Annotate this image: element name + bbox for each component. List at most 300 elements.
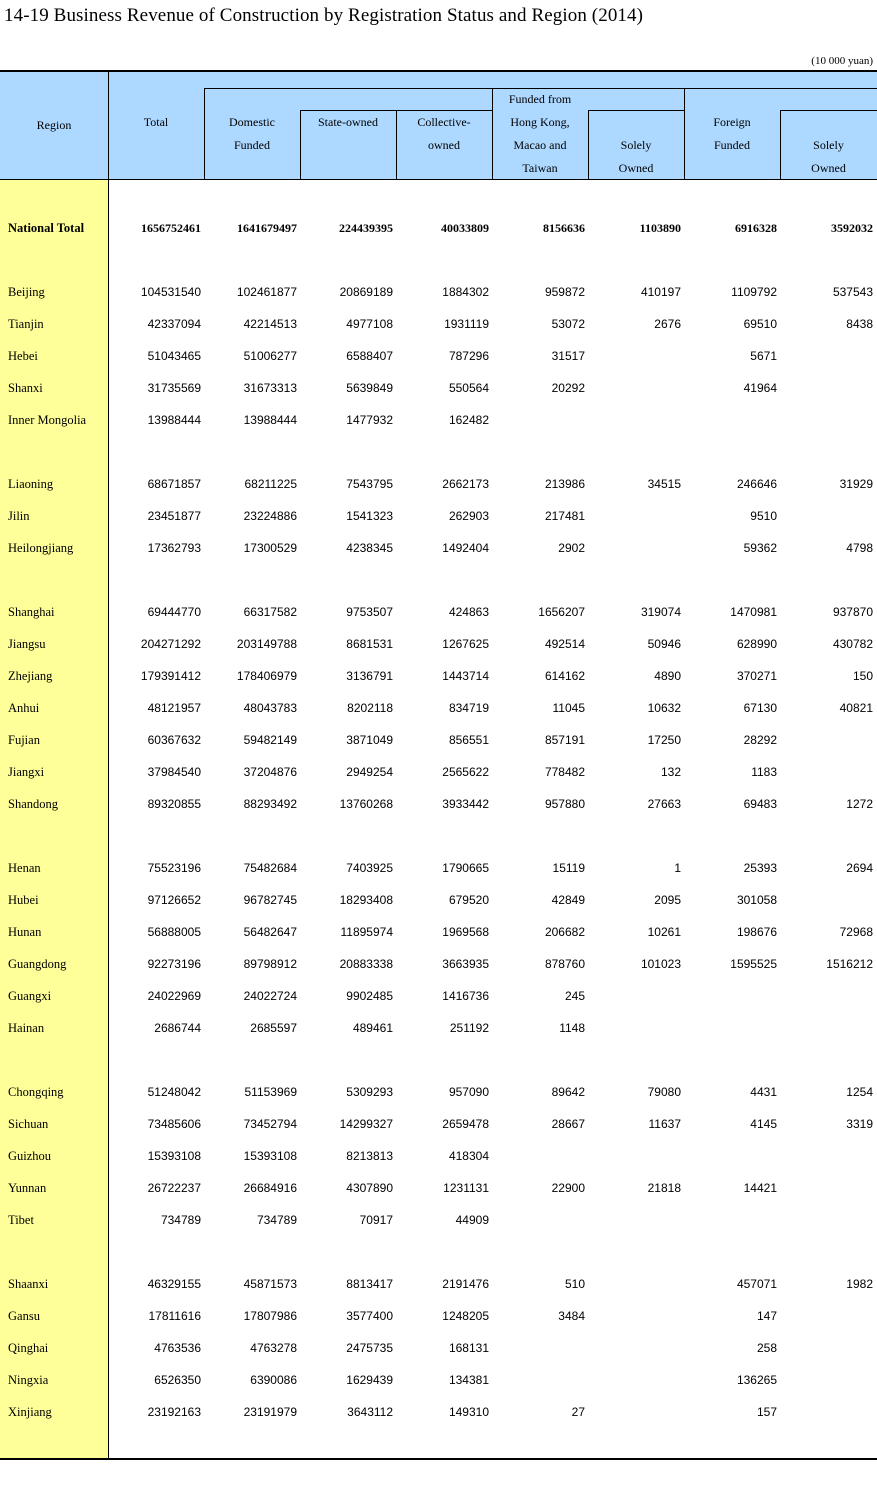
cell-foreign-solely: 72968 bbox=[839, 925, 873, 939]
cell-domestic: 23191979 bbox=[243, 1405, 297, 1419]
cell-hmt-solely: 17250 bbox=[647, 733, 681, 747]
region-name: Jiangxi bbox=[8, 765, 45, 779]
header-line: Funded bbox=[234, 138, 270, 152]
cell-total: 31735569 bbox=[147, 381, 201, 395]
cell-foreign: 1595525 bbox=[730, 957, 777, 971]
cell-collective: 1884302 bbox=[442, 285, 489, 299]
cell-hmt: 492514 bbox=[544, 637, 585, 651]
region-name: Inner Mongolia bbox=[8, 413, 87, 427]
cell-hmt-solely: 2676 bbox=[654, 317, 681, 331]
table-row bbox=[0, 537, 877, 559]
region-name: Jiangsu bbox=[8, 637, 46, 651]
cell-state: 2949254 bbox=[346, 765, 393, 779]
cell-collective: 3933442 bbox=[442, 797, 489, 811]
region-name: Guangdong bbox=[8, 957, 67, 971]
cell-foreign: 4431 bbox=[750, 1085, 777, 1099]
cell-foreign: 370271 bbox=[736, 669, 777, 683]
cell-state: 20883338 bbox=[339, 957, 393, 971]
table-row bbox=[0, 1305, 877, 1327]
cell-domestic: 4763278 bbox=[250, 1341, 297, 1355]
cell-collective: 44909 bbox=[455, 1213, 489, 1227]
cell-total: 6526350 bbox=[154, 1373, 201, 1387]
region-name: Liaoning bbox=[8, 477, 54, 491]
cell-total: 37984540 bbox=[147, 765, 201, 779]
cell-hmt: 778482 bbox=[544, 765, 585, 779]
cell-foreign: 628990 bbox=[736, 637, 777, 651]
table-row bbox=[0, 1401, 877, 1423]
cell-foreign-solely: 1516212 bbox=[826, 957, 873, 971]
table-row bbox=[0, 281, 877, 303]
cell-state: 3577400 bbox=[346, 1309, 393, 1323]
cell-collective: 2191476 bbox=[442, 1277, 489, 1291]
cell-domestic: 24022724 bbox=[243, 989, 297, 1003]
cell-total: 92273196 bbox=[147, 957, 201, 971]
cell-total: 73485606 bbox=[147, 1117, 201, 1131]
cell-hmt-solely: 132 bbox=[660, 765, 681, 779]
cell-domestic: 2685597 bbox=[250, 1021, 297, 1035]
header-hmt-funded bbox=[492, 88, 588, 180]
cell-foreign-solely: 430782 bbox=[832, 637, 873, 651]
cell-foreign: 9510 bbox=[750, 509, 777, 523]
cell-domestic: 68211225 bbox=[244, 477, 297, 491]
cell-total: 51248042 bbox=[147, 1085, 201, 1099]
table-row bbox=[0, 953, 877, 975]
bottom-rule bbox=[0, 1458, 877, 1460]
cell-state: 3871049 bbox=[346, 733, 393, 747]
cell-hmt-solely: 4890 bbox=[654, 669, 681, 683]
cell-hmt-solely: 1103890 bbox=[639, 221, 681, 235]
cell-domestic: 31673313 bbox=[243, 381, 297, 395]
region-name: Zhejiang bbox=[8, 669, 53, 683]
cell-state: 2475735 bbox=[346, 1341, 393, 1355]
region-name: Anhui bbox=[8, 701, 40, 715]
table-row bbox=[0, 601, 877, 623]
cell-hmt-solely: 410197 bbox=[640, 285, 681, 299]
cell-collective: 679520 bbox=[448, 893, 489, 907]
cell-hmt: 213986 bbox=[544, 477, 585, 491]
cell-domestic: 102461877 bbox=[236, 285, 297, 299]
cell-state: 4238345 bbox=[346, 541, 393, 555]
region-name: Shanxi bbox=[8, 381, 43, 395]
cell-collective: 1969568 bbox=[442, 925, 489, 939]
table-row bbox=[0, 985, 877, 1007]
cell-domestic: 13988444 bbox=[243, 413, 297, 427]
table-row bbox=[0, 1145, 877, 1167]
cell-foreign: 14421 bbox=[743, 1181, 777, 1195]
cell-domestic: 15393108 bbox=[243, 1149, 297, 1163]
region-name: Hubei bbox=[8, 893, 39, 907]
cell-collective: 787296 bbox=[448, 349, 489, 363]
cell-foreign: 301058 bbox=[736, 893, 777, 907]
region-name: Tianjin bbox=[8, 317, 44, 331]
cell-collective: 2659478 bbox=[442, 1117, 489, 1131]
header-line: owned bbox=[428, 138, 460, 152]
cell-collective: 1443714 bbox=[442, 669, 489, 683]
header-bottom-rule bbox=[0, 179, 877, 180]
cell-state: 70917 bbox=[359, 1213, 393, 1227]
table-row bbox=[0, 697, 877, 719]
cell-collective: 424863 bbox=[448, 605, 489, 619]
cell-hmt: 42849 bbox=[551, 893, 585, 907]
cell-domestic: 17300529 bbox=[243, 541, 297, 555]
cell-total: 104531540 bbox=[140, 285, 201, 299]
cell-domestic: 42214513 bbox=[243, 317, 297, 331]
cell-collective: 550564 bbox=[448, 381, 489, 395]
cell-hmt-solely: 1 bbox=[674, 861, 681, 875]
cell-total: 46329155 bbox=[147, 1277, 201, 1291]
cell-collective: 2565622 bbox=[442, 765, 489, 779]
cell-hmt: 31517 bbox=[551, 349, 585, 363]
region-name: Shandong bbox=[8, 797, 58, 811]
cell-collective: 856551 bbox=[448, 733, 489, 747]
cell-collective: 2662173 bbox=[442, 477, 489, 491]
table-row bbox=[0, 1113, 877, 1135]
header-line: Hong Kong, bbox=[510, 115, 570, 129]
cell-collective: 1231131 bbox=[443, 1181, 489, 1195]
cell-state: 8202118 bbox=[347, 701, 393, 715]
region-column-background bbox=[0, 180, 108, 1458]
header-line: Solely bbox=[813, 138, 844, 152]
cell-foreign-solely: 8438 bbox=[846, 317, 873, 331]
cell-domestic: 73452794 bbox=[243, 1117, 297, 1131]
table-row-national-total bbox=[0, 217, 877, 239]
region-name: Hebei bbox=[8, 349, 38, 363]
header-collective-owned bbox=[396, 111, 492, 157]
region-name: Henan bbox=[8, 861, 41, 875]
header-domestic-funded bbox=[204, 111, 300, 157]
header-line: Funded from bbox=[508, 92, 572, 106]
cell-state: 6588407 bbox=[346, 349, 393, 363]
cell-total: 15393108 bbox=[147, 1149, 201, 1163]
table-row bbox=[0, 633, 877, 655]
cell-foreign: 147 bbox=[756, 1309, 777, 1323]
cell-state: 3643112 bbox=[347, 1405, 393, 1419]
cell-foreign: 6916328 bbox=[735, 221, 777, 235]
cell-hmt: 206682 bbox=[544, 925, 585, 939]
cell-state: 18293408 bbox=[339, 893, 393, 907]
cell-collective: 834719 bbox=[448, 701, 489, 715]
cell-state: 9902485 bbox=[346, 989, 393, 1003]
cell-foreign: 1183 bbox=[751, 765, 777, 779]
cell-collective: 418304 bbox=[448, 1149, 489, 1163]
cell-domestic: 203149788 bbox=[236, 637, 297, 651]
region-name: Hunan bbox=[8, 925, 42, 939]
table-row bbox=[0, 665, 877, 687]
cell-state: 8681531 bbox=[346, 637, 393, 651]
cell-state: 14299327 bbox=[339, 1117, 393, 1131]
header-state-owned bbox=[300, 111, 396, 134]
cell-hmt: 1148 bbox=[559, 1021, 585, 1035]
cell-domestic: 26684916 bbox=[243, 1181, 297, 1195]
cell-domestic: 59482149 bbox=[243, 733, 297, 747]
cell-domestic: 96782745 bbox=[243, 893, 297, 907]
cell-foreign-solely: 150 bbox=[852, 669, 873, 683]
table-row bbox=[0, 1017, 877, 1039]
header-line: Taiwan bbox=[522, 161, 558, 175]
cell-state: 13760268 bbox=[339, 797, 393, 811]
cell-total: 2686744 bbox=[154, 1021, 201, 1035]
region-name: Xinjiang bbox=[8, 1405, 52, 1419]
cell-state: 20869189 bbox=[339, 285, 393, 299]
region-name: Guizhou bbox=[8, 1149, 52, 1163]
cell-foreign: 59362 bbox=[743, 541, 777, 555]
cell-domestic: 66317582 bbox=[243, 605, 297, 619]
cell-state: 1541323 bbox=[346, 509, 393, 523]
cell-total: 68671857 bbox=[147, 477, 201, 491]
cell-domestic: 45871573 bbox=[243, 1277, 297, 1291]
cell-state: 1477932 bbox=[346, 413, 393, 427]
cell-hmt: 510 bbox=[564, 1277, 585, 1291]
cell-total: 69444770 bbox=[147, 605, 201, 619]
region-name: Gansu bbox=[8, 1309, 40, 1323]
cell-state: 1629439 bbox=[346, 1373, 393, 1387]
region-name: Shaanxi bbox=[8, 1277, 49, 1291]
region-name: Shanghai bbox=[8, 605, 55, 619]
cell-hmt: 959872 bbox=[544, 285, 585, 299]
cell-state: 5639849 bbox=[346, 381, 393, 395]
table-row bbox=[0, 793, 877, 815]
cell-state: 7403925 bbox=[346, 861, 393, 875]
table-row bbox=[0, 1369, 877, 1391]
cell-hmt-solely: 27663 bbox=[647, 797, 681, 811]
cell-hmt-solely: 10632 bbox=[647, 701, 681, 715]
cell-collective: 251192 bbox=[449, 1021, 489, 1035]
table-row bbox=[0, 761, 877, 783]
cell-hmt: 8156636 bbox=[543, 221, 585, 235]
cell-total: 75523196 bbox=[147, 861, 201, 875]
table-row bbox=[0, 729, 877, 751]
header-foreign-solely-owned bbox=[780, 134, 877, 180]
cell-hmt: 1656207 bbox=[538, 605, 585, 619]
cell-collective: 1416736 bbox=[442, 989, 489, 1003]
cell-hmt: 27 bbox=[571, 1405, 585, 1419]
region-name: Yunnan bbox=[8, 1181, 47, 1195]
cell-collective: 40033809 bbox=[441, 221, 489, 235]
header-foreign-funded bbox=[684, 111, 780, 157]
header-line: Solely bbox=[620, 138, 652, 152]
region-name: Beijing bbox=[8, 285, 45, 299]
cell-total: 17811616 bbox=[148, 1309, 201, 1323]
cell-foreign: 4145 bbox=[750, 1117, 777, 1131]
cell-hmt: 857191 bbox=[544, 733, 585, 747]
cell-total: 4763536 bbox=[154, 1341, 201, 1355]
cell-foreign: 136265 bbox=[736, 1373, 777, 1387]
header-line: Collective- bbox=[417, 115, 471, 129]
region-name: Chongqing bbox=[8, 1085, 64, 1099]
region-name: Ningxia bbox=[8, 1373, 49, 1387]
cell-hmt: 89642 bbox=[551, 1085, 585, 1099]
table-row bbox=[0, 377, 877, 399]
cell-state: 9753507 bbox=[346, 605, 393, 619]
table-row bbox=[0, 505, 877, 527]
cell-hmt-solely: 50946 bbox=[647, 637, 681, 651]
header-line: Domestic bbox=[229, 115, 275, 129]
cell-foreign-solely: 4798 bbox=[846, 541, 873, 555]
table-row bbox=[0, 889, 877, 911]
table-row bbox=[0, 857, 877, 879]
cell-total: 204271292 bbox=[140, 637, 201, 651]
top-rule bbox=[0, 70, 877, 72]
cell-collective: 957090 bbox=[448, 1085, 489, 1099]
cell-state: 7543795 bbox=[346, 477, 393, 491]
cell-state: 489461 bbox=[352, 1021, 393, 1035]
region-name: Fujian bbox=[8, 733, 40, 747]
cell-total: 51043465 bbox=[147, 349, 201, 363]
cell-domestic: 1641679497 bbox=[237, 221, 297, 235]
cell-state: 224439395 bbox=[339, 221, 393, 235]
cell-foreign: 457071 bbox=[736, 1277, 777, 1291]
header-sub-line bbox=[780, 110, 877, 111]
cell-domestic: 37204876 bbox=[243, 765, 297, 779]
cell-hmt-solely: 11637 bbox=[648, 1117, 681, 1131]
cell-total: 24022969 bbox=[147, 989, 201, 1003]
table-row bbox=[0, 313, 877, 335]
cell-domestic: 17807986 bbox=[243, 1309, 297, 1323]
header-total: Total bbox=[143, 115, 169, 129]
header-line: Foreign bbox=[713, 115, 751, 129]
table-row bbox=[0, 1273, 877, 1295]
cell-foreign: 69483 bbox=[743, 797, 777, 811]
cell-total: 42337094 bbox=[147, 317, 201, 331]
header-hmt-solely-owned bbox=[588, 134, 684, 180]
cell-state: 11895974 bbox=[340, 925, 393, 939]
cell-hmt: 614162 bbox=[544, 669, 585, 683]
cell-foreign-solely: 3592032 bbox=[831, 221, 873, 235]
cell-hmt-solely: 79080 bbox=[647, 1085, 681, 1099]
cell-foreign: 28292 bbox=[743, 733, 777, 747]
cell-collective: 1931119 bbox=[444, 317, 489, 331]
table-row bbox=[0, 1337, 877, 1359]
cell-domestic: 56482647 bbox=[243, 925, 297, 939]
region-name: Jilin bbox=[8, 509, 30, 523]
cell-state: 4977108 bbox=[346, 317, 393, 331]
cell-hmt: 3484 bbox=[558, 1309, 585, 1323]
cell-foreign-solely: 2694 bbox=[846, 861, 873, 875]
region-name: Sichuan bbox=[8, 1117, 49, 1131]
header-line: State-owned bbox=[318, 115, 378, 129]
region-name: Tibet bbox=[8, 1213, 34, 1227]
cell-foreign: 1109792 bbox=[731, 285, 777, 299]
cell-collective: 134381 bbox=[448, 1373, 489, 1387]
cell-collective: 262903 bbox=[448, 509, 489, 523]
cell-domestic: 178406979 bbox=[236, 669, 297, 683]
region-name: Heilongjiang bbox=[8, 541, 74, 555]
cell-foreign-solely: 3319 bbox=[846, 1117, 873, 1131]
cell-foreign: 41964 bbox=[743, 381, 777, 395]
cell-domestic: 734789 bbox=[256, 1213, 297, 1227]
cell-hmt: 20292 bbox=[551, 381, 585, 395]
cell-total: 23451877 bbox=[147, 509, 201, 523]
header-sub-line bbox=[588, 110, 684, 111]
cell-hmt: 878760 bbox=[544, 957, 585, 971]
header-line: Macao and bbox=[513, 138, 567, 152]
cell-total: 56888005 bbox=[147, 925, 201, 939]
cell-collective: 1248205 bbox=[442, 1309, 489, 1323]
cell-hmt-solely: 319074 bbox=[640, 605, 681, 619]
cell-foreign-solely: 1254 bbox=[846, 1085, 873, 1099]
cell-total: 13988444 bbox=[147, 413, 201, 427]
cell-collective: 1790665 bbox=[442, 861, 489, 875]
region-name: Qinghai bbox=[8, 1341, 49, 1355]
cell-foreign: 157 bbox=[756, 1405, 777, 1419]
page-title: 14-19 Business Revenue of Construction by Registration Status and Region (2014) bbox=[4, 5, 644, 26]
table-row bbox=[0, 921, 877, 943]
cell-hmt-solely: 10261 bbox=[647, 925, 681, 939]
cell-collective: 3663935 bbox=[442, 957, 489, 971]
cell-foreign: 69510 bbox=[743, 317, 777, 331]
cell-total: 23192163 bbox=[147, 1405, 201, 1419]
cell-domestic: 48043783 bbox=[243, 701, 297, 715]
cell-foreign: 258 bbox=[756, 1341, 777, 1355]
cell-collective: 168131 bbox=[448, 1341, 489, 1355]
cell-collective: 149310 bbox=[448, 1405, 489, 1419]
cell-domestic: 51153969 bbox=[244, 1085, 297, 1099]
cell-foreign-solely: 937870 bbox=[832, 605, 873, 619]
table-row bbox=[0, 1209, 877, 1231]
cell-collective: 1492404 bbox=[442, 541, 489, 555]
header-line: Owned bbox=[618, 161, 654, 175]
table-row bbox=[0, 1177, 877, 1199]
cell-hmt: 15119 bbox=[552, 861, 585, 875]
cell-domestic: 89798912 bbox=[243, 957, 297, 971]
cell-state: 8213813 bbox=[346, 1149, 393, 1163]
cell-collective: 1267625 bbox=[442, 637, 489, 651]
cell-total: 179391412 bbox=[140, 669, 201, 683]
cell-foreign-solely: 31929 bbox=[839, 477, 873, 491]
cell-total: 1656752461 bbox=[141, 221, 201, 235]
cell-hmt: 217481 bbox=[544, 509, 585, 523]
table-row bbox=[0, 1081, 877, 1103]
table-row bbox=[0, 473, 877, 495]
cell-hmt: 2902 bbox=[558, 541, 585, 555]
cell-state: 5309293 bbox=[346, 1085, 393, 1099]
cell-total: 97126652 bbox=[147, 893, 201, 907]
cell-total: 734789 bbox=[160, 1213, 201, 1227]
cell-foreign: 67130 bbox=[743, 701, 777, 715]
cell-foreign-solely: 1272 bbox=[846, 797, 873, 811]
cell-domestic: 75482684 bbox=[243, 861, 297, 875]
cell-foreign: 25393 bbox=[743, 861, 777, 875]
cell-hmt: 28667 bbox=[551, 1117, 585, 1131]
header-line: Owned bbox=[811, 161, 846, 175]
cell-hmt: 11045 bbox=[552, 701, 585, 715]
region-name: Hainan bbox=[8, 1021, 45, 1035]
table-row bbox=[0, 345, 877, 367]
cell-foreign: 5671 bbox=[750, 349, 777, 363]
cell-domestic: 51006277 bbox=[243, 349, 297, 363]
cell-collective: 162482 bbox=[448, 413, 489, 427]
cell-hmt-solely: 101023 bbox=[640, 957, 681, 971]
cell-hmt: 22900 bbox=[551, 1181, 585, 1195]
cell-domestic: 23224886 bbox=[243, 509, 297, 523]
cell-hmt-solely: 2095 bbox=[654, 893, 681, 907]
cell-state: 8813417 bbox=[346, 1277, 393, 1291]
cell-foreign: 1470981 bbox=[730, 605, 777, 619]
cell-total: 26722237 bbox=[147, 1181, 201, 1195]
cell-total: 48121957 bbox=[147, 701, 201, 715]
header-line: Funded bbox=[714, 138, 750, 152]
cell-state: 3136791 bbox=[346, 669, 393, 683]
cell-foreign: 246646 bbox=[736, 477, 777, 491]
cell-foreign: 198676 bbox=[736, 925, 777, 939]
region-name: Guangxi bbox=[8, 989, 52, 1003]
cell-hmt: 53072 bbox=[551, 317, 585, 331]
cell-domestic: 88293492 bbox=[243, 797, 297, 811]
header-region: Region bbox=[36, 118, 72, 132]
cell-foreign-solely: 537543 bbox=[832, 285, 873, 299]
cell-total: 17362793 bbox=[147, 541, 201, 555]
cell-state: 4307890 bbox=[346, 1181, 393, 1195]
